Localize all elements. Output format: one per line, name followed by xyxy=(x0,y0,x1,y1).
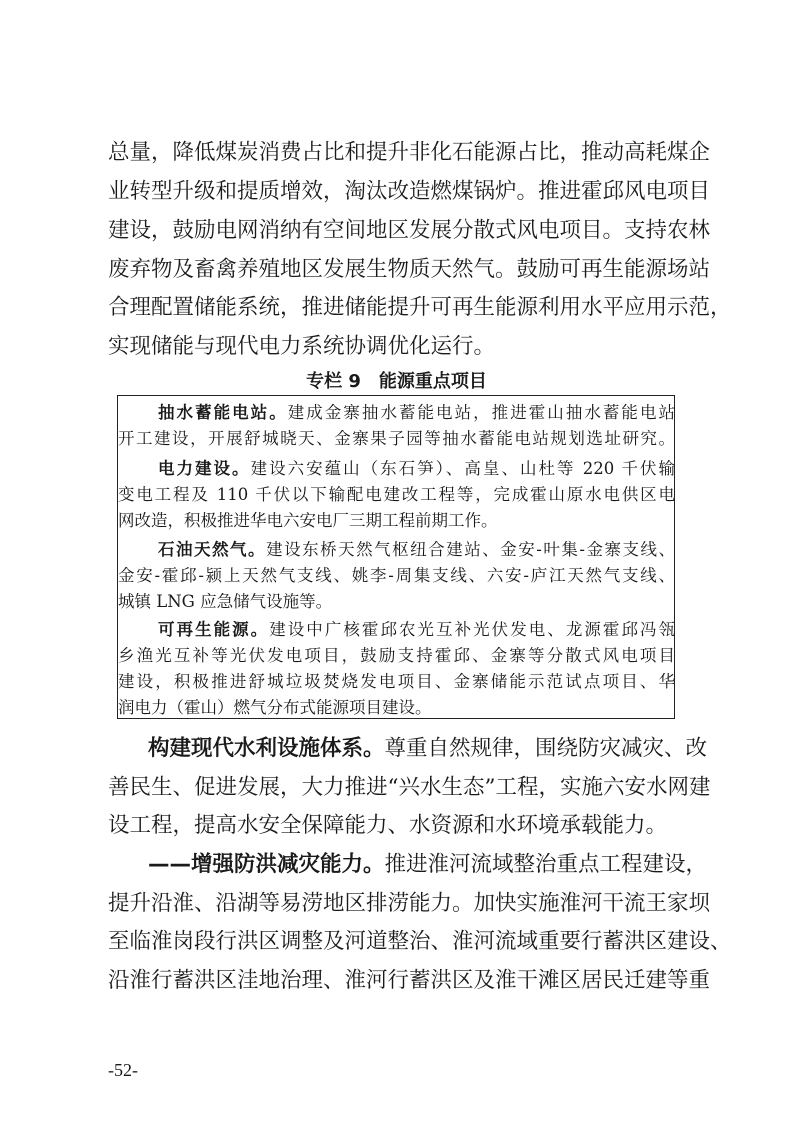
text-line: 提升沿淮、沿湖等易涝地区排涝能力。加快实施淮河干流王家坝 xyxy=(108,891,711,916)
text-line: 善民生、促进发展，大力推进“兴水生态”工程，实施六安水网建 xyxy=(108,775,711,800)
column-title: 专栏 9 能源重点项目 xyxy=(306,371,487,392)
text-line: 建设，鼓励电网消纳有空间地区发展分散式风电项目。支持农林 xyxy=(108,218,711,243)
box-line: 建设，积极推进舒城垃圾焚烧发电项目、金寨储能示范试点项目、华 xyxy=(118,672,675,691)
text-line: 废弃物及畜禽养殖地区发展生物质天然气。鼓励可再生能源场站 xyxy=(108,257,711,282)
section-text: 建成金寨抽水蓄能电站，推进霍山抽水蓄能电站 xyxy=(287,403,676,422)
text-line xyxy=(108,852,708,877)
box-line xyxy=(118,405,675,422)
box-line xyxy=(118,622,675,639)
text-line: 合理配置储能系统，推进储能提升可再生能源利用水平应用示范， xyxy=(108,295,732,320)
text-line: 设工程，提高水安全保障能力、水资源和水环境承载能力。 xyxy=(108,813,668,838)
section-heading: 石油天然气。 xyxy=(158,540,267,559)
paragraph-text: 尊重自然规律，围绕防灾减灾、改 xyxy=(384,736,708,761)
section-text: 建设六安蕴山（东石笋）、高皇、山杜等 220 千伏输 xyxy=(250,459,676,478)
paragraph-text: 推进淮河流域整治重点工程建设， xyxy=(384,852,708,877)
text-line: 沿淮行蓄洪区洼地治理、淮河行蓄洪区及淮干滩区居民迁建等重 xyxy=(108,968,711,993)
box-line: 乡渔光互补等光伏发电项目，鼓励支持霍邱、金寨等分散式风电项目 xyxy=(118,646,675,665)
box-line: 金安-霍邱-颍上天然气支线、姚李-周集支线、六安-庐江天然气支线、 xyxy=(118,566,675,585)
text-line xyxy=(108,736,708,761)
box-line: 开工建设，开展舒城晓天、金寨果子园等抽水蓄能电站规划选址研究。 xyxy=(118,429,675,448)
box-line xyxy=(118,542,675,559)
section-text: 建设中广核霍邱农光互补光伏发电、龙源霍邱冯瓴 xyxy=(269,620,676,639)
section-text: 建设东桥天然气枢纽合建站、金安-叶集-金寨支线、 xyxy=(266,540,676,559)
section-heading: 抽水蓄能电站。 xyxy=(158,403,288,422)
page-number: -52- xyxy=(108,1060,138,1080)
box-line: 润电力（霍山）燃气分布式能源项目建设。 xyxy=(118,698,432,717)
box-line: 网改造，积极推进华电六安电厂三期工程前期工作。 xyxy=(118,511,498,530)
box-line: 变电工程及 110 千伏以下输配电建改工程等，完成霍山原水电供区电 xyxy=(118,485,675,504)
text-line: 业转型升级和提质增效，淘汰改造燃煤锅炉。推进霍邱风电项目 xyxy=(108,179,711,204)
paragraph-heading: ——增强防洪减灾能力。 xyxy=(148,852,385,877)
box-line xyxy=(118,461,675,478)
section-heading: 可再生能源。 xyxy=(158,620,270,639)
box-line: 城镇 LNG 应急储气设施等。 xyxy=(118,592,333,611)
section-heading: 电力建设。 xyxy=(158,459,251,478)
text-line: 总量，降低煤炭消费占比和提升非化石能源占比，推动高耗煤企 xyxy=(108,140,711,165)
paragraph-heading: 构建现代水利设施体系。 xyxy=(148,736,385,761)
text-line: 实现储能与现代电力系统协调优化运行。 xyxy=(108,334,496,359)
text-line: 至临淮岗段行洪区调整及河道整治、淮河流域重要行蓄洪区建设、 xyxy=(108,929,732,954)
